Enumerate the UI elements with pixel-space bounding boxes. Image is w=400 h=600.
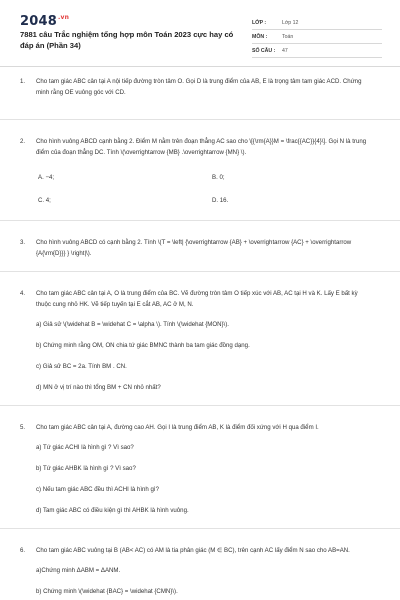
option-b[interactable]: B. 0; xyxy=(212,174,225,181)
question-3 xyxy=(0,237,400,259)
sub-question-a: a) Tứ giác ACHI là hình gì ? Vì sao? xyxy=(36,444,134,451)
question-number: 3. xyxy=(20,239,26,246)
logo-suffix: .vn xyxy=(57,14,70,21)
sub-question-b: b) Chứng minh \(\widehat {BAC} = \widehat {CMN}\). xyxy=(36,588,178,595)
question-number: 6. xyxy=(20,547,26,554)
question-text: Cho hình vuông ABCD cạnh bằng 2. Điểm M nằm trên đoạn thẳng AC sao cho \[{\rm{A}}M = \frac{{AC}}{4}\]. Gọi N là trung điểm của đoạn thẳng DC. Tính \(\overrightarrow {MB} .\overrightarrow {MN} \). xyxy=(36,138,367,156)
question-text: Cho tam giác ABC cân tại A nội tiếp đường tròn tâm O. Gọi D là trung điểm của AB, E là trọng tâm tam giác ACD. Chứng minh rằng OE vuông góc với CD. xyxy=(36,78,362,96)
sub-question-c: c) Nếu tam giác ABC đều thì ACHI là hình gì? xyxy=(36,486,159,493)
question-number: 4. xyxy=(20,290,26,297)
meta-panel xyxy=(252,16,382,58)
question-number: 1. xyxy=(20,78,26,85)
answer-options xyxy=(0,172,400,218)
logo-main: 2048 xyxy=(20,14,57,29)
question-text: Cho tam giác ABC vuông tại B (AB< AC) có AM là tia phân giác (M ∈ BC), trên cạnh AC lấy điểm N sao cho AB=AN. xyxy=(36,547,350,554)
question-list xyxy=(0,76,400,597)
question-6 xyxy=(0,545,400,556)
sub-question-a: a) Giả sử \(\widehat B = \widehat C = \alpha \). Tính \(\widehat {MON}\). xyxy=(36,321,229,328)
question-4 xyxy=(0,288,400,310)
question-text: Cho tam giác ABC cân tại A, O là trung điểm của BC. Vẽ đường tròn tâm O tiếp xúc với AB, AC tại H và K. Lấy E bất kỳ thuộc cung nhỏ HK. Vẽ tiếp tuyến tại E cắt AB, AC ở M, N. xyxy=(36,290,358,308)
page-title: 7881 câu Trắc nghiệm tổng hợp môn Toán 2023 cực hay có đáp án (Phần 34) xyxy=(20,30,234,50)
sub-question-c: c) Giả sử BC = 2a. Tính BM . CN. xyxy=(36,363,127,370)
question-5 xyxy=(0,422,400,433)
site-logo[interactable] xyxy=(20,14,69,29)
meta-value: Toán xyxy=(282,33,294,40)
meta-key: SỐ CÂU : xyxy=(252,47,276,54)
meta-value: 47 xyxy=(282,47,288,54)
meta-key: LỚP : xyxy=(252,19,267,26)
meta-row-subject xyxy=(252,30,382,44)
sub-question-a: a)Chứng minh ΔABM = ΔANM. xyxy=(36,567,121,574)
header-divider xyxy=(0,66,400,67)
option-a[interactable]: A. −4; xyxy=(38,174,55,181)
sub-question-b: b) Chứng minh rằng OM, ON chia tứ giác BMNC thành ba tam giác đồng dạng. xyxy=(36,342,250,349)
question-text: Cho tam giác ABC cân tại A, đường cao AH. Gọi I là trung điểm AB, K là điểm đối xứng với H qua điểm I. xyxy=(36,424,319,431)
meta-key: MÔN : xyxy=(252,33,268,40)
question-text: Cho hình vuông ABCD có cạnh bằng 2. Tính \(T = \left| {\overrightarrow {AB} + \overrightarrow {AC} + \overrightarrow {A{\rm{D}}} } \right|\). xyxy=(36,239,352,257)
meta-row-class xyxy=(252,16,382,30)
sub-question-b: b) Tứ giác AHBK là hình gì ? Vì sao? xyxy=(36,465,136,472)
meta-row-count xyxy=(252,44,382,58)
question-1 xyxy=(0,76,400,98)
header xyxy=(0,0,400,60)
question-number: 5. xyxy=(20,424,26,431)
option-c[interactable]: C. 4; xyxy=(38,197,51,204)
question-2 xyxy=(0,136,400,158)
sub-question-d: d) MN ở vị trí nào thì tổng BM + CN nhỏ nhất? xyxy=(36,384,161,391)
question-number: 2. xyxy=(20,138,26,145)
meta-value: Lớp 12 xyxy=(282,19,299,26)
option-d[interactable]: D. 16. xyxy=(212,197,229,204)
sub-question-d: d) Tam giác ABC có điều kiện gì thì AHBK là hình vuông. xyxy=(36,507,189,514)
